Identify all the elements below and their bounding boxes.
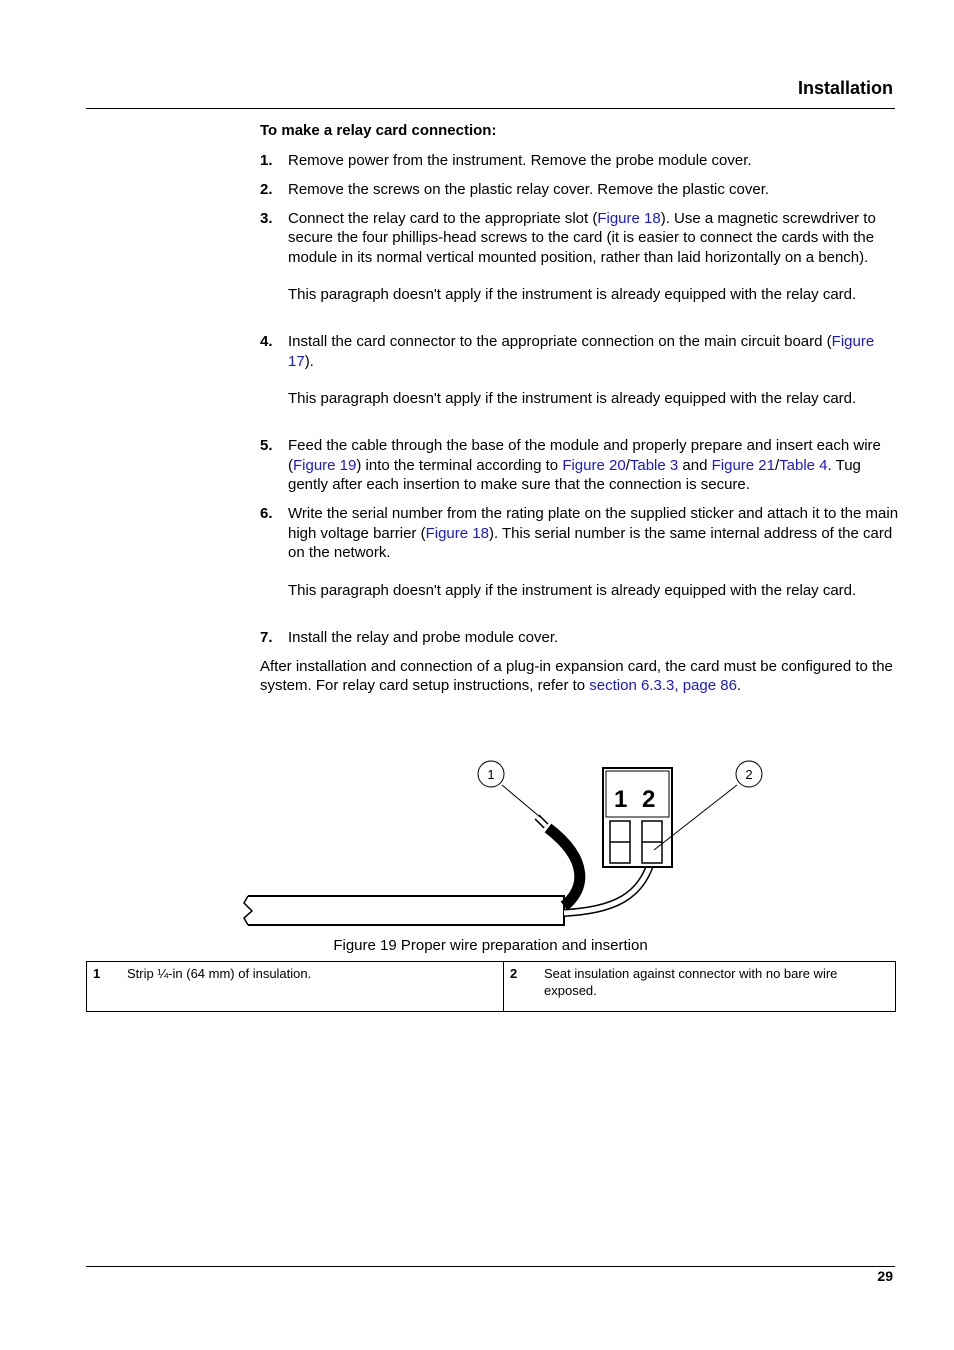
page-number: 29 — [877, 1268, 893, 1284]
cross-reference-link[interactable]: Table 4 — [779, 456, 828, 474]
step-text: . Tug gently after each insertion to make sure that the connection is secure. — [288, 456, 861, 493]
cross-reference-link[interactable]: section 6.3.3, page 86 — [589, 677, 737, 694]
step-paragraph — [288, 628, 900, 648]
step-text: Install the relay and probe module cover. — [288, 628, 559, 646]
step-number: 4. — [260, 333, 273, 350]
step-item — [260, 628, 900, 648]
legend-text: Seat insulation against connector with no bare wire exposed. — [538, 962, 896, 1012]
after-installation-paragraph — [260, 657, 900, 696]
step-paragraph — [288, 209, 900, 268]
step-text: Install the card connector to the appropriate connection on the main circuit board ( — [288, 333, 832, 350]
step-note: This paragraph doesn't apply if the instrument is already equipped with the relay card. — [288, 390, 857, 407]
step-number: 3. — [260, 209, 273, 227]
step-body — [288, 628, 900, 648]
step-note: This paragraph doesn't apply if the instrument is already equipped with the relay card. — [288, 581, 857, 599]
step-item — [260, 332, 900, 427]
cross-reference-link[interactable]: Figure 20 — [562, 456, 626, 474]
step-text: / — [774, 456, 780, 474]
cross-reference-link[interactable]: Figure 17 — [288, 333, 875, 370]
step-text: . — [736, 677, 742, 694]
step-note: This paragraph doesn't apply if the instrument is already equipped with the relay card. — [288, 286, 857, 303]
step-body — [288, 209, 900, 323]
step-number: 5. — [260, 437, 273, 454]
legend-row — [87, 962, 896, 1012]
figure-caption: Figure 19 Proper wire preparation and insertion — [333, 937, 648, 954]
step-number: 6. — [260, 505, 273, 522]
step-paragraph — [288, 180, 900, 200]
callout-1: 1 — [487, 767, 495, 782]
step-text: ) into the terminal according to — [356, 456, 563, 474]
step-item — [260, 209, 900, 323]
terminal-1-label: 1 — [614, 786, 628, 813]
wire-insertion-figure — [240, 755, 780, 935]
step-paragraph — [288, 332, 900, 371]
step-item — [260, 180, 900, 200]
step-text: Remove the screws on the plastic relay cover. Remove the plastic cover. — [288, 180, 770, 198]
step-item — [260, 504, 900, 618]
footer-rule — [86, 1266, 895, 1267]
step-text: Connect the relay card to the appropriate slot ( — [288, 209, 598, 227]
step-text: Write the serial number from the rating plate on the supplied sticker and attach it to the main high voltage barrier ( — [288, 505, 899, 542]
legend-number: 2 — [504, 962, 539, 1012]
step-text: and — [678, 456, 712, 474]
step-number: 2. — [260, 180, 273, 198]
step-list — [260, 151, 900, 648]
step-text: Feed the cable through the base of the module and properly prepare and insert each wire ( — [288, 437, 881, 474]
step-item — [260, 436, 900, 495]
cross-reference-link[interactable]: Figure 19 — [293, 456, 357, 474]
step-body — [288, 332, 900, 427]
step-text: After installation and connection of a plug-in expansion card, the card must be configured to the system. For relay card setup instructions, refer to — [260, 657, 893, 694]
step-body — [288, 151, 900, 171]
step-text: ). This serial number is the same internal address of the card on the network. — [288, 524, 893, 561]
header-rule — [86, 108, 895, 109]
cross-reference-link[interactable]: Figure 18 — [597, 209, 661, 227]
step-body — [288, 504, 900, 618]
step-paragraph — [288, 151, 900, 171]
legend-text: Strip ¼-in (64 mm) of insulation. — [121, 962, 504, 1012]
procedure — [260, 121, 900, 696]
step-number: 1. — [260, 151, 273, 169]
cross-reference-link[interactable]: Figure 21 — [711, 456, 775, 474]
section-title: Installation — [797, 78, 893, 98]
step-text: / — [625, 456, 630, 474]
terminal-2-label: 2 — [642, 786, 656, 813]
step-text: Remove power from the instrument. Remove the probe module cover. — [288, 151, 752, 169]
step-body — [288, 436, 900, 495]
step-item — [260, 151, 900, 171]
step-body — [288, 180, 900, 200]
figure-legend-table — [86, 961, 896, 1012]
legend-number: 1 — [87, 962, 122, 1012]
step-paragraph — [288, 504, 900, 563]
step-text: ). — [304, 352, 314, 370]
procedure-title: To make a relay card connection: — [260, 122, 497, 139]
step-text: ). Use a magnetic screwdriver to secure the four phillips-head screws to the card (it is easier to connect the cards with the module in its normal vertical mounted position, rather than laid horizontally on a bench). — [288, 209, 876, 266]
step-paragraph — [288, 436, 900, 495]
step-number: 7. — [260, 628, 273, 646]
callout-2: 2 — [745, 767, 753, 782]
cross-reference-link[interactable]: Table 3 — [629, 456, 679, 474]
cross-reference-link[interactable]: Figure 18 — [425, 524, 489, 542]
